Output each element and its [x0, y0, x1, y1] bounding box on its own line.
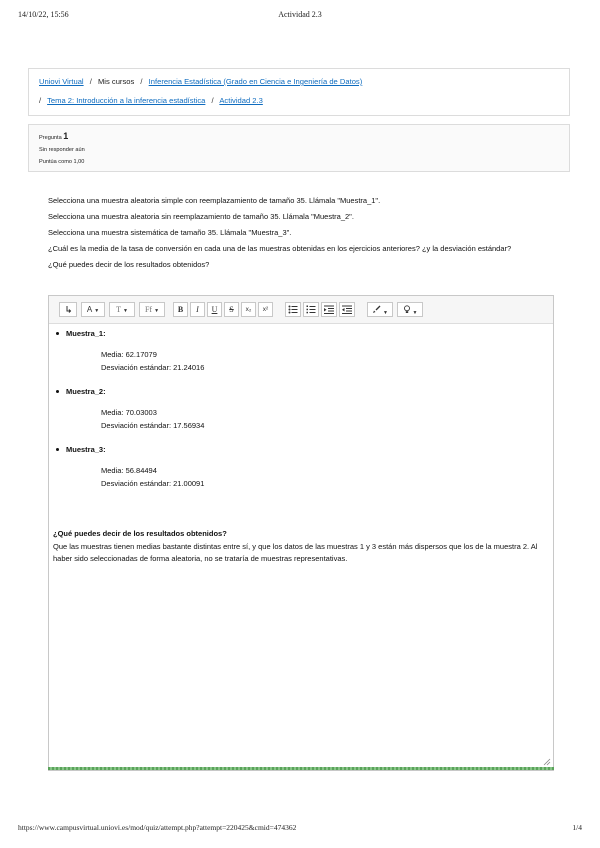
print-footer [18, 823, 582, 837]
question-label: Pregunta [39, 135, 62, 141]
outdent-icon [342, 305, 352, 314]
editor-content[interactable] [53, 327, 547, 762]
resize-handle-icon[interactable] [542, 757, 551, 766]
chevron-down-icon: ▼ [154, 308, 160, 314]
question-text [48, 194, 548, 274]
sample-sd: Desviación estándar: 21.00091 [101, 479, 205, 488]
question-line: ¿Cuál es la media de la tasa de conversión en cada una de las muestras obtenidas en los ejercicios anteriores? ¿y la desviación estándar? [48, 244, 512, 253]
print-page-number: 1/4 [572, 823, 582, 832]
breadcrumb-home-link[interactable]: Uniovi Virtual [39, 77, 84, 86]
font-color-button[interactable] [81, 302, 105, 317]
answer-editor[interactable] [48, 295, 554, 771]
text-size-button[interactable] [109, 302, 135, 317]
question-line: ¿Qué puedes decir de los resultados obtenidos? [48, 260, 210, 269]
print-datetime: 14/10/22, 15:56 [18, 10, 69, 19]
more-options-button[interactable] [397, 302, 423, 317]
outdent-button[interactable] [339, 302, 355, 317]
breadcrumb-activity-link[interactable]: Actividad 2.3 [219, 96, 263, 105]
style-menu-button[interactable] [367, 302, 393, 317]
breadcrumb-separator: / [39, 96, 42, 105]
indent-icon [324, 305, 334, 314]
print-header [18, 10, 582, 24]
font-color-label: A [86, 305, 93, 314]
text-size-label: T [116, 305, 121, 314]
breadcrumb-separator: / [140, 77, 143, 86]
superscript-button[interactable]: x² [258, 302, 273, 317]
underline-button[interactable]: U [207, 302, 222, 317]
sample-name: Muestra_3: [66, 445, 106, 454]
indent-button[interactable] [321, 302, 337, 317]
brush-icon [372, 305, 381, 314]
sample-mean: Media: 56.84494 [101, 466, 157, 475]
breadcrumb-separator: / [211, 96, 214, 105]
font-family-label: Ff [144, 305, 153, 314]
breadcrumb-topic-link[interactable]: Tema 2: Introducción a la inferencia estadística [47, 96, 206, 105]
question-info-box [28, 124, 570, 172]
chevron-down-icon: ▼ [122, 308, 128, 314]
sample-title [53, 329, 106, 338]
italic-button[interactable]: I [190, 302, 205, 317]
unordered-list-icon [288, 305, 298, 314]
chevron-down-icon: ▼ [383, 310, 388, 316]
bold-button[interactable]: B [173, 302, 188, 317]
conclusion-question: ¿Qué puedes decir de los resultados obtenidos? [53, 529, 227, 538]
sample-sd: Desviación estándar: 17.56934 [101, 421, 205, 430]
sample-mean: Media: 62.17079 [101, 350, 157, 359]
question-number-value: 1 [63, 131, 69, 141]
sample-sd: Desviación estándar: 21.24016 [101, 363, 205, 372]
print-url: https://www.campusvirtual.uniovi.es/mod/quiz/attempt.php?attempt=220425&cmid=474362 [18, 823, 297, 832]
question-line: Selecciona una muestra aleatoria sin reemplazamiento de tamaño 35. Llámala "Muestra_2". [48, 212, 354, 221]
bullet-icon [56, 332, 59, 335]
subscript-button[interactable]: x₂ [241, 302, 256, 317]
conclusion-answer: Que las muestras tienen medias bastante distintas entre sí, y que los datos de las muestras 1 y 3 están más dispersos que los de la muestra 2. Al haber sido seleccionadas de forma aleatoria, no se trataría de muestras representativas. [53, 542, 538, 563]
arrow-return-icon [64, 305, 72, 314]
print-title: Actividad 2.3 [278, 10, 322, 19]
bullet-icon [56, 448, 59, 451]
ordered-list-button[interactable] [303, 302, 319, 317]
question-line: Selecciona una muestra sistemática de tamaño 35. Llámala "Muestra_3". [48, 228, 292, 237]
sample-name: Muestra_1: [66, 329, 106, 338]
breadcrumb-separator: / [89, 77, 92, 86]
question-score: Puntúa como 1,00 [39, 159, 85, 165]
breadcrumb-course-link[interactable]: Inferencia Estadística (Grado en Ciencia e Ingeniería de Datos) [148, 77, 363, 86]
undo-button[interactable] [59, 302, 77, 317]
breadcrumb-my-courses[interactable]: Mis cursos [97, 77, 135, 86]
question-status: Sin responder aún [39, 147, 85, 153]
chevron-down-icon: ▼ [94, 308, 100, 314]
bullet-icon [56, 390, 59, 393]
sample-title [53, 387, 106, 396]
sample-name: Muestra_2: [66, 387, 106, 396]
breadcrumb [28, 68, 570, 116]
editor-focus-bar [48, 767, 554, 770]
question-line: Selecciona una muestra aleatoria simple con reemplazamiento de tamaño 35. Llámala "Muestra_1". [48, 196, 381, 205]
strikethrough-button[interactable]: S [224, 302, 239, 317]
sample-mean: Media: 70.03003 [101, 408, 157, 417]
ordered-list-icon [306, 305, 316, 314]
sample-title [53, 445, 106, 454]
font-family-button[interactable] [139, 302, 165, 317]
lightbulb-icon [403, 305, 411, 314]
chevron-down-icon: ▼ [412, 310, 418, 316]
unordered-list-button[interactable] [285, 302, 301, 317]
editor-toolbar [49, 296, 553, 324]
question-number [39, 131, 68, 141]
